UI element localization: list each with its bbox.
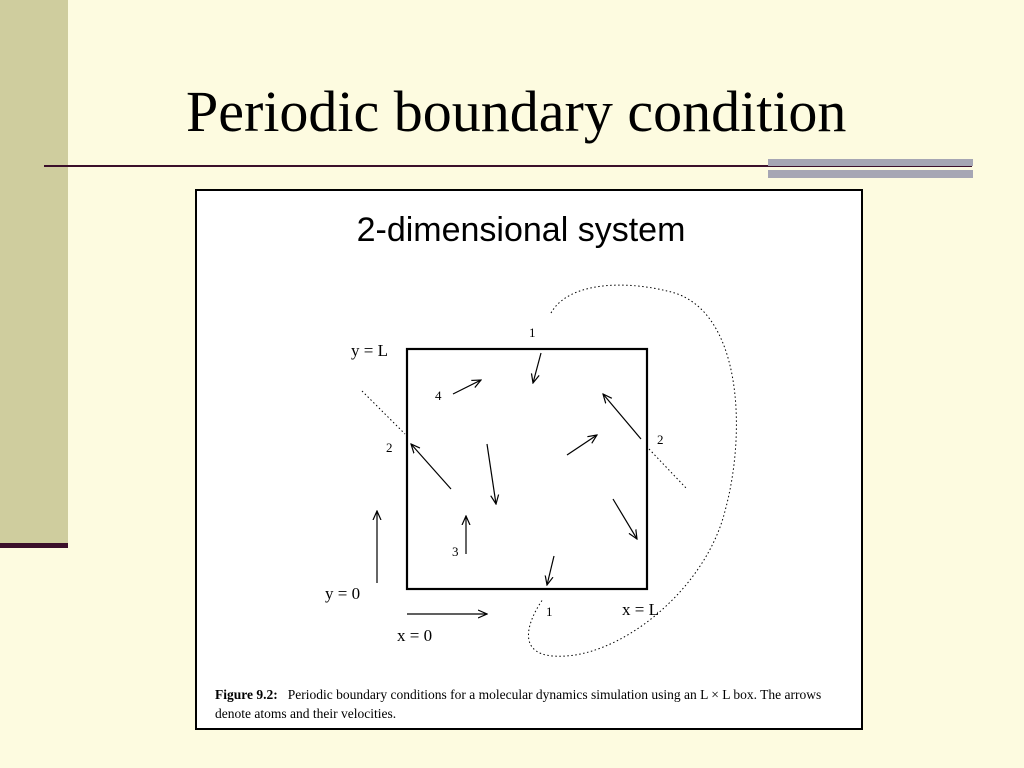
arrow-atom-4 bbox=[453, 380, 481, 394]
trajectory-atom-2-left bbox=[362, 391, 405, 434]
side-decor-rule bbox=[0, 543, 68, 548]
arrow-atom-2-left bbox=[411, 444, 451, 489]
label-atom-4: 4 bbox=[435, 388, 442, 403]
simulation-box bbox=[407, 349, 647, 589]
accent-bar-top bbox=[768, 159, 973, 166]
arrow-atom-1-bottom bbox=[547, 556, 554, 585]
label-y-bottom: y = 0 bbox=[325, 584, 361, 603]
caption-text: Periodic boundary conditions for a molecular dynamics simulation using an L × L box. The arrows denote atoms and their velocities. bbox=[215, 687, 822, 721]
figure-heading: 2-dimensional system bbox=[356, 211, 686, 249]
figure-panel bbox=[195, 189, 863, 730]
caption-label: Figure 9.2: bbox=[215, 687, 278, 702]
arrow-atom-2-right bbox=[603, 394, 641, 439]
figure-caption bbox=[215, 685, 855, 723]
label-x-right: x = L bbox=[622, 600, 659, 619]
pbc-diagram bbox=[197, 191, 861, 728]
side-decor-bar bbox=[0, 0, 68, 546]
arrow-atom-center-c bbox=[613, 499, 637, 539]
label-y-top: y = L bbox=[351, 341, 388, 360]
label-x-left: x = 0 bbox=[397, 626, 433, 645]
slide-title: Periodic boundary condition bbox=[186, 79, 847, 144]
arrow-atom-center-b bbox=[567, 435, 597, 455]
label-atom-1-bottom: 1 bbox=[546, 604, 553, 619]
accent-bar-bottom bbox=[768, 170, 973, 178]
arrow-atom-1-top bbox=[533, 353, 541, 383]
arrow-atom-center-a bbox=[487, 444, 496, 504]
label-atom-2-right: 2 bbox=[657, 432, 664, 447]
label-atom-1-top: 1 bbox=[529, 325, 536, 340]
label-atom-2-left: 2 bbox=[386, 440, 393, 455]
label-atom-3: 3 bbox=[452, 544, 459, 559]
trajectory-atom-2-right bbox=[649, 449, 687, 489]
